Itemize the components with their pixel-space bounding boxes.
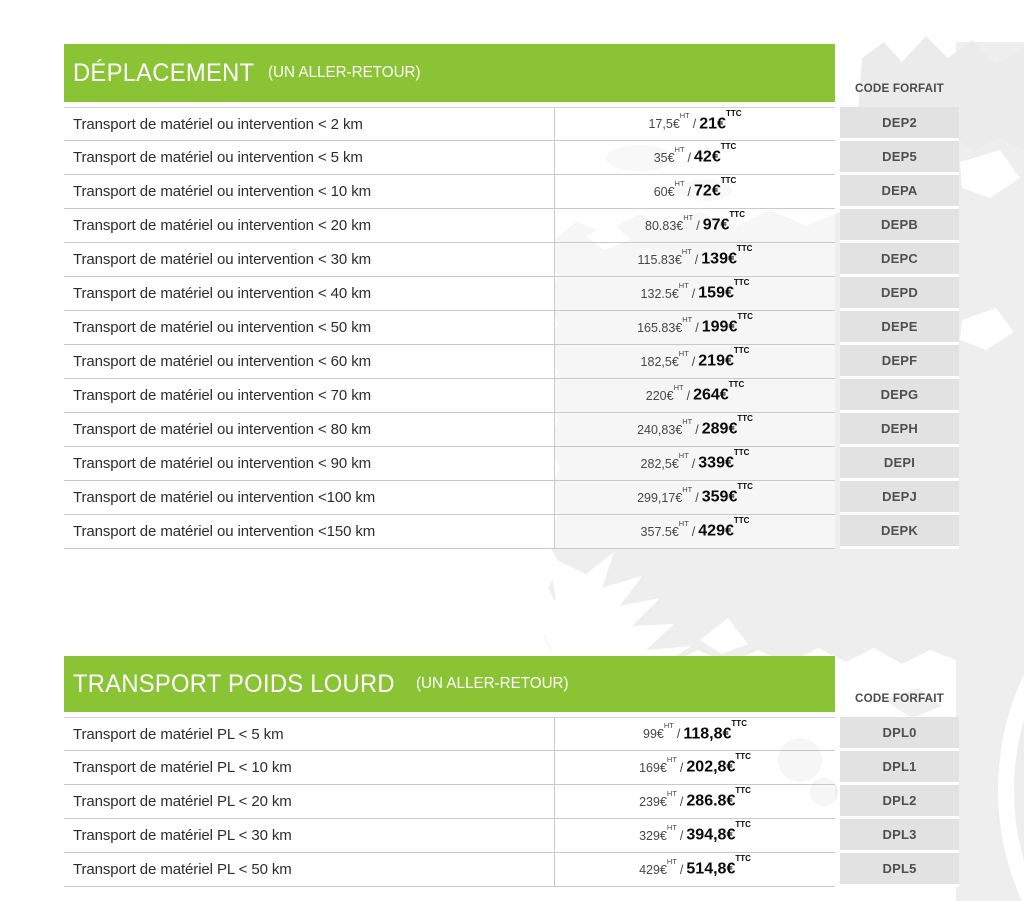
price-ttc: 139€$^{TTC}$ xyxy=(701,244,753,268)
table-header-row xyxy=(64,656,959,712)
row-label: Transport de matériel ou intervention < 20 km xyxy=(64,209,554,243)
price-separator: / xyxy=(679,760,684,775)
price-ht: 329€$^{HT}$ xyxy=(639,822,677,844)
price-separator: / xyxy=(687,150,692,165)
section-title: DÉPLACEMENT xyxy=(73,58,255,87)
row-price xyxy=(554,209,835,243)
row-label: Transport de matériel ou intervention <150 km xyxy=(64,515,554,549)
table-row xyxy=(64,785,959,819)
row-label: Transport de matériel PL < 20 km xyxy=(64,785,554,819)
price-ht: 357.5€$^{HT}$ xyxy=(640,518,689,540)
row-price xyxy=(554,447,835,481)
row-code: DEPB xyxy=(840,209,959,243)
code-forfait-header: CODE FORFAIT xyxy=(855,691,944,705)
price-separator: / xyxy=(695,490,699,505)
price-ht: 99€$^{HT}$ xyxy=(643,721,674,742)
row-label: Transport de matériel ou intervention <100 km xyxy=(64,481,554,515)
section-header-bar xyxy=(64,656,835,712)
price-separator: / xyxy=(695,422,699,437)
row-code: DEPC xyxy=(840,243,959,277)
price-ttc: 42€$^{TTC}$ xyxy=(694,142,737,166)
price-ht: 80.83€$^{HT}$ xyxy=(645,212,694,234)
price-ht: 132.5€$^{HT}$ xyxy=(640,280,689,302)
row-price xyxy=(554,243,835,277)
table-row xyxy=(64,345,959,379)
row-label: Transport de matériel ou intervention < 60 km xyxy=(64,345,554,379)
row-code: DEPK xyxy=(840,515,959,549)
row-label: Transport de matériel PL < 10 km xyxy=(64,751,554,785)
table-rows xyxy=(64,717,959,887)
price-ttc: 429€$^{TTC}$ xyxy=(698,516,750,540)
price-ttc: 202,8€$^{TTC}$ xyxy=(686,752,751,776)
table-row xyxy=(64,751,959,785)
price-ttc: 394,8€$^{TTC}$ xyxy=(686,820,751,844)
price-separator: / xyxy=(679,828,684,843)
price-ttc: 514,8€$^{TTC}$ xyxy=(686,854,751,878)
row-price xyxy=(554,311,835,345)
price-separator: / xyxy=(687,184,692,199)
price-ttc: 97€$^{TTC}$ xyxy=(702,210,745,234)
row-label: Transport de matériel PL < 50 km xyxy=(64,853,554,887)
row-code: DEPJ xyxy=(840,481,959,515)
table-rows xyxy=(64,107,959,549)
price-ht: 115.83€$^{HT}$ xyxy=(637,246,692,268)
section-subtitle: (UN ALLER-RETOUR) xyxy=(415,675,569,692)
table-row xyxy=(64,141,959,175)
row-label: Transport de matériel PL < 5 km xyxy=(64,717,554,751)
section-title: TRANSPORT POIDS LOURD xyxy=(73,669,395,698)
table-row xyxy=(64,243,959,277)
price-separator: / xyxy=(691,286,696,301)
price-ht: 240,83€$^{HT}$ xyxy=(637,416,693,438)
table-row xyxy=(64,853,959,887)
row-code: DEPA xyxy=(840,175,959,209)
row-label: Transport de matériel ou intervention < 10 km xyxy=(64,175,554,209)
row-price xyxy=(554,175,835,209)
price-ttc: 286.8€$^{TTC}$ xyxy=(686,786,751,810)
row-code: DEPH xyxy=(840,413,959,447)
row-price xyxy=(554,853,835,887)
price-ht: 282,5€$^{HT}$ xyxy=(640,450,689,472)
price-separator: / xyxy=(676,727,681,741)
row-price xyxy=(554,785,835,819)
row-price xyxy=(554,481,835,515)
price-ht: 35€$^{HT}$ xyxy=(653,144,685,166)
table-row xyxy=(64,447,959,481)
table-row xyxy=(64,175,959,209)
table-row xyxy=(64,717,959,751)
section-header-bar xyxy=(64,44,835,102)
price-separator: / xyxy=(691,354,696,369)
price-separator: / xyxy=(692,117,697,131)
price-ttc: 339€$^{TTC}$ xyxy=(698,448,750,472)
price-ht: 239€$^{HT}$ xyxy=(639,788,677,810)
row-label: Transport de matériel ou intervention < 2 km xyxy=(64,107,554,141)
row-label: Transport de matériel ou intervention < 70 km xyxy=(64,379,554,413)
section-subtitle: (UN ALLER-RETOUR) xyxy=(267,64,421,81)
price-separator: / xyxy=(679,862,684,877)
row-code: DEPG xyxy=(840,379,959,413)
price-ttc: 219€$^{TTC}$ xyxy=(698,346,750,370)
table-deplacement xyxy=(64,44,959,549)
row-label: Transport de matériel ou intervention < 80 km xyxy=(64,413,554,447)
price-separator: / xyxy=(686,388,691,403)
table-transport-poids-lourd xyxy=(64,656,959,887)
table-row xyxy=(64,819,959,853)
row-price xyxy=(554,751,835,785)
table-row xyxy=(64,277,959,311)
price-ttc: 199€$^{TTC}$ xyxy=(701,312,753,336)
price-separator: / xyxy=(691,524,696,539)
table-header-row xyxy=(64,44,959,102)
table-row xyxy=(64,209,959,243)
row-label: Transport de matériel ou intervention < 50 km xyxy=(64,311,554,345)
price-ttc: 118,8€$^{TTC}$ xyxy=(683,718,747,743)
price-separator: / xyxy=(696,218,700,233)
price-ht: 182,5€$^{HT}$ xyxy=(640,348,689,370)
row-price xyxy=(554,277,835,311)
row-code: DEPI xyxy=(840,447,959,481)
row-price xyxy=(554,515,835,549)
price-ttc: 21€$^{TTC}$ xyxy=(699,108,742,133)
price-ht: 60€$^{HT}$ xyxy=(653,178,685,200)
price-ttc: 264€$^{TTC}$ xyxy=(693,380,745,404)
price-ttc: 359€$^{TTC}$ xyxy=(701,482,753,506)
code-forfait-header: CODE FORFAIT xyxy=(855,81,944,95)
price-ttc: 289€$^{TTC}$ xyxy=(701,414,753,438)
price-separator: / xyxy=(694,252,699,267)
row-price xyxy=(554,141,835,175)
row-code: DEPF xyxy=(840,345,959,379)
row-price xyxy=(554,413,835,447)
price-ht: 220€$^{HT}$ xyxy=(645,382,684,404)
price-ht: 299,17€$^{HT}$ xyxy=(637,484,693,506)
row-code: DEP5 xyxy=(840,141,959,175)
table-row xyxy=(64,311,959,345)
row-code: DEP2 xyxy=(840,107,959,141)
row-label: Transport de matériel PL < 30 km xyxy=(64,819,554,853)
row-code: DPL5 xyxy=(840,853,959,887)
row-price xyxy=(554,819,835,853)
price-ht: 17,5€$^{HT}$ xyxy=(648,111,690,132)
row-price xyxy=(554,107,835,141)
table-row xyxy=(64,481,959,515)
row-label: Transport de matériel ou intervention < 5 km xyxy=(64,141,554,175)
table-row xyxy=(64,515,959,549)
row-label: Transport de matériel ou intervention < 30 km xyxy=(64,243,554,277)
price-separator: / xyxy=(695,320,699,335)
row-code: DPL2 xyxy=(840,785,959,819)
row-code: DPL1 xyxy=(840,751,959,785)
table-row xyxy=(64,413,959,447)
row-price xyxy=(554,345,835,379)
row-label: Transport de matériel ou intervention < 40 km xyxy=(64,277,554,311)
table-row xyxy=(64,107,959,141)
price-ht: 429€$^{HT}$ xyxy=(639,856,677,878)
row-label: Transport de matériel ou intervention < 90 km xyxy=(64,447,554,481)
row-code: DPL3 xyxy=(840,819,959,853)
row-price xyxy=(554,717,835,751)
row-code: DEPE xyxy=(840,311,959,345)
row-price xyxy=(554,379,835,413)
price-separator: / xyxy=(679,794,684,809)
price-ttc: 72€$^{TTC}$ xyxy=(694,176,737,200)
price-ht: 165.83€$^{HT}$ xyxy=(637,314,693,336)
row-code: DEPD xyxy=(840,277,959,311)
row-code: DPL0 xyxy=(840,717,959,751)
table-row xyxy=(64,379,959,413)
price-separator: / xyxy=(691,456,696,471)
price-ht: 169€$^{HT}$ xyxy=(639,754,677,776)
price-ttc: 159€$^{TTC}$ xyxy=(698,278,750,302)
